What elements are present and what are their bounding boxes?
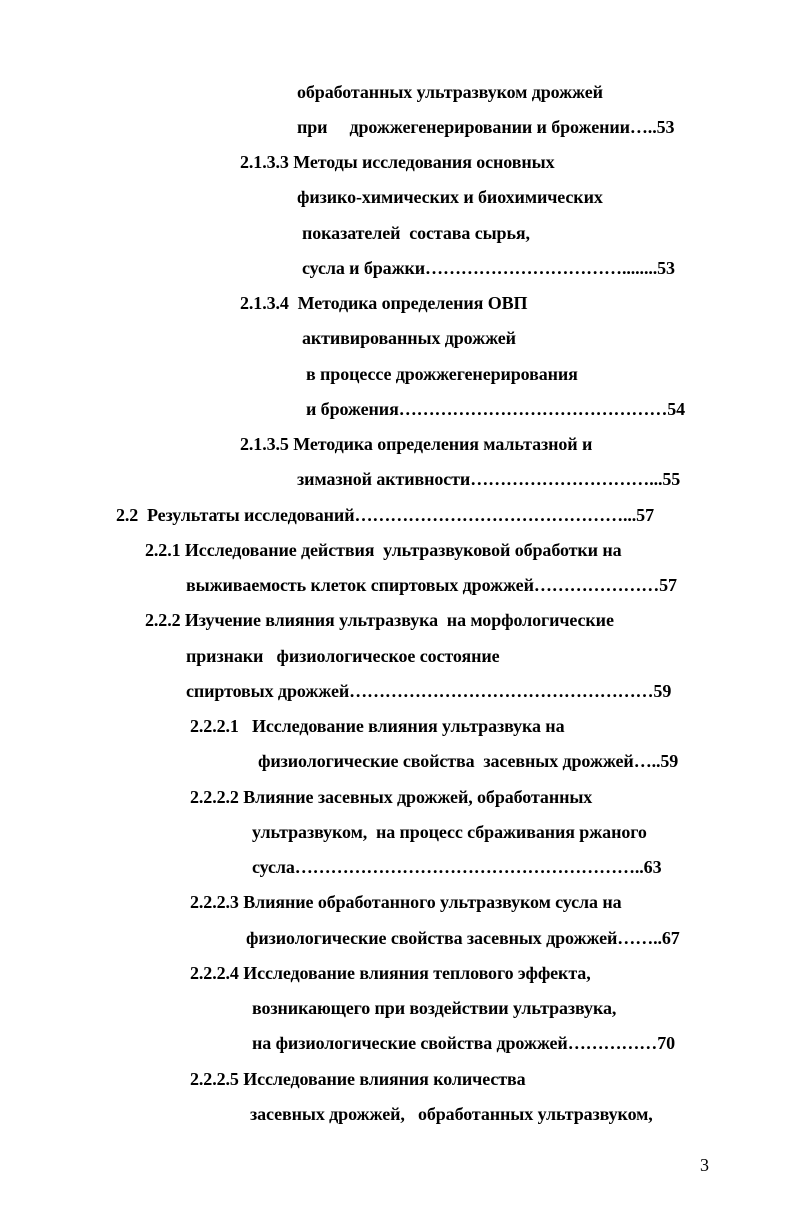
toc-line: физиологические свойства засевных дрожжей…..59 bbox=[258, 751, 679, 771]
toc-line: в процессе дрожжегенерирования bbox=[306, 364, 578, 384]
toc-line: на физиологические свойства дрожжей……………70 bbox=[252, 1033, 675, 1053]
toc-line: ультразвуком, на процесс сбраживания ржаного bbox=[252, 822, 647, 842]
toc-line: зимазной активности…………………………...55 bbox=[297, 469, 681, 489]
toc-line: 2.1.3.3 Методы исследования основных bbox=[240, 152, 555, 172]
page-number: 3 bbox=[700, 1155, 709, 1175]
toc-line: 2.1.3.4 Методика определения ОВП bbox=[240, 293, 528, 313]
toc-line: 2.2.2.3 Влияние обработанного ультразвуком сусла на bbox=[190, 892, 622, 912]
toc-line: 2.2.2.5 Исследование влияния количества bbox=[190, 1069, 526, 1089]
toc-line: выживаемость клеток спиртовых дрожжей…………………57 bbox=[186, 575, 677, 595]
toc-line: при дрожжегенерировании и брожении…..53 bbox=[297, 117, 675, 137]
toc-line: показателей состава сырья, bbox=[302, 223, 530, 243]
toc-line: признаки физиологическое состояние bbox=[186, 646, 500, 666]
toc-line: возникающего при воздействии ультразвука, bbox=[252, 998, 617, 1018]
toc-line: и брожения………………………………………54 bbox=[306, 399, 686, 419]
toc-line: 2.2.2.4 Исследование влияния теплового эффекта, bbox=[190, 963, 591, 983]
toc-line: спиртовых дрожжей……………………………………………59 bbox=[186, 681, 672, 701]
toc-line: 2.2.2.1 Исследование влияния ультразвука на bbox=[190, 716, 565, 736]
toc-line: засевных дрожжей, обработанных ультразвуком, bbox=[250, 1104, 653, 1124]
toc-line: активированных дрожжей bbox=[302, 328, 516, 348]
toc-line: 2.2.2.2 Влияние засевных дрожжей, обработанных bbox=[190, 787, 593, 807]
toc-line: 2.2 Результаты исследований………………………………………...57 bbox=[116, 505, 654, 525]
toc-line: сусла и бражки……………………………........53 bbox=[302, 258, 675, 278]
toc-line: физико-химических и биохимических bbox=[297, 187, 603, 207]
toc-line: физиологические свойства засевных дрожжей……..67 bbox=[246, 928, 680, 948]
toc-line: 2.1.3.5 Методика определения мальтазной и bbox=[240, 434, 593, 454]
toc-line: 2.2.2 Изучение влияния ультразвука на морфологические bbox=[145, 610, 614, 630]
toc-line: 2.2.1 Исследование действия ультразвуковой обработки на bbox=[145, 540, 622, 560]
toc-line: обработанных ультразвуком дрожжей bbox=[297, 82, 603, 102]
toc-line: сусла…………………………………………………..63 bbox=[252, 857, 662, 877]
